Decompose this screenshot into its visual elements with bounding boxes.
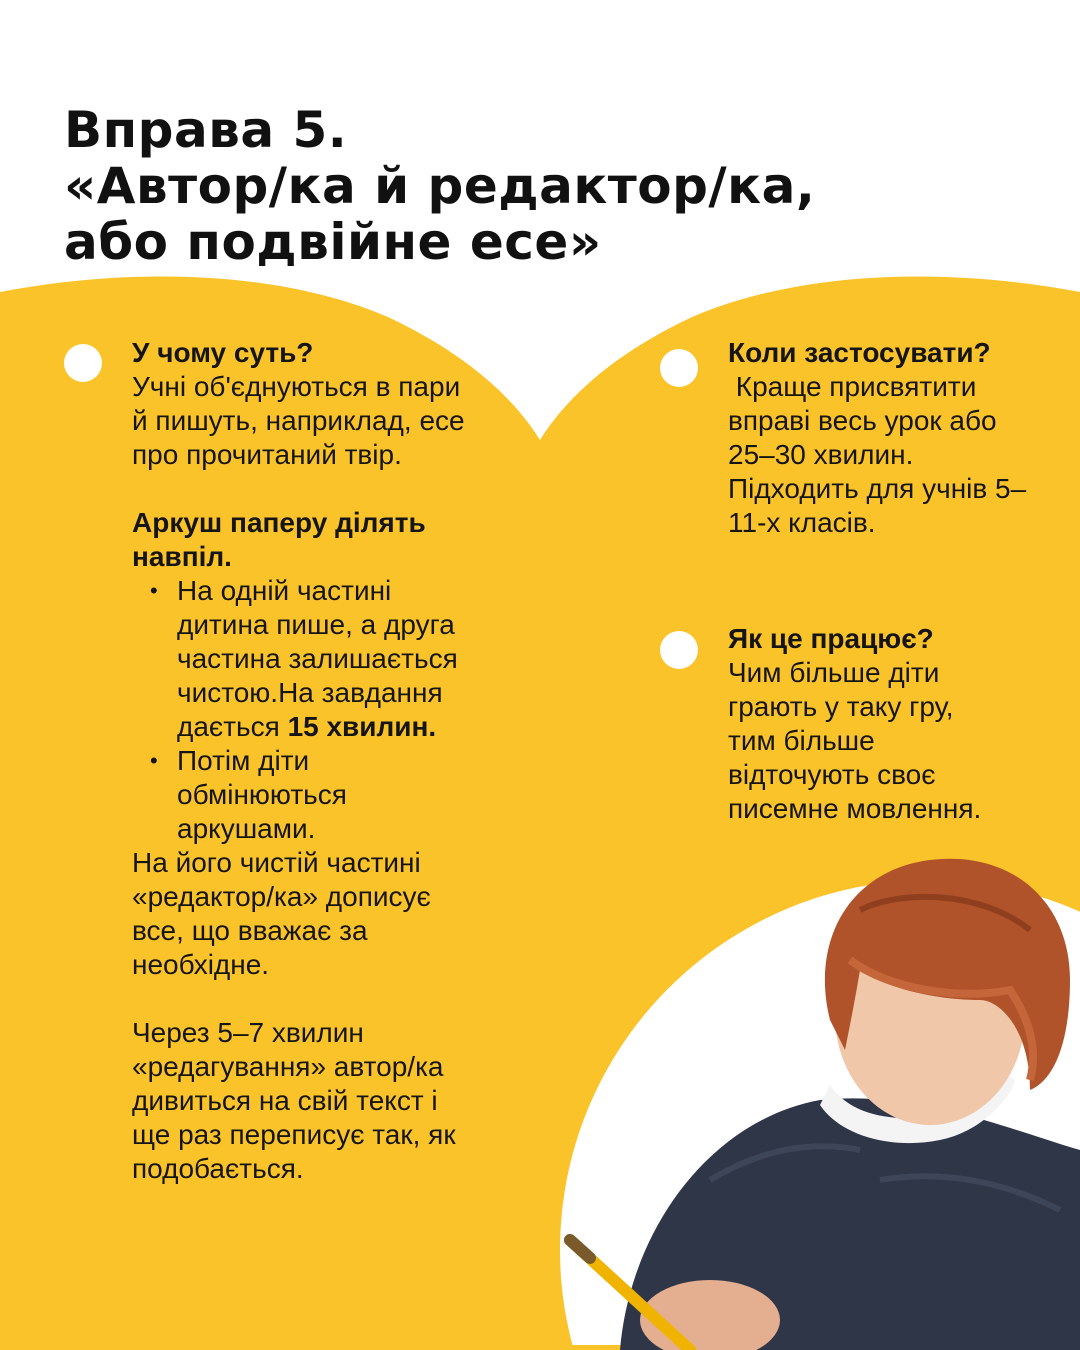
section-dot-essence: [64, 344, 102, 382]
title-line-1: Вправа 5.: [64, 101, 348, 159]
steps-list: [132, 574, 482, 846]
list-item: [177, 744, 482, 846]
title-line-3: або подвійне есе»: [64, 213, 602, 271]
page-title: [64, 102, 1044, 270]
how-heading: Як це працює?: [728, 623, 934, 654]
essence-text: Учні об'єднуються в пари й пишуть, наприклад, есе про прочитаний твір.: [132, 371, 465, 470]
when-section: [728, 336, 1048, 540]
left-column: [132, 336, 482, 1186]
essence-heading: У чому суть?: [132, 337, 314, 368]
bullet1-text: На одній частині дитина пише, а друга частина залишається чистою.На завдання дається: [177, 575, 458, 742]
when-text: Краще присвятити вправі весь урок або 25–30 хвилин. Підходить для учнів 5–11-х класів.: [728, 371, 1027, 538]
when-heading: Коли застосувати?: [728, 337, 991, 368]
bullet1-bold: 15 хвилин.: [287, 711, 437, 742]
after-text: Через 5–7 хвилин «редагування» автор/ка дивиться на свій текст і ще раз переписує так, як подобається.: [132, 1017, 456, 1184]
section-dot-when: [660, 349, 698, 387]
paper-heading: Аркуш паперу ділять навпіл.: [132, 507, 426, 572]
bullet2-text: Потім діти обмінюються аркушами.: [177, 745, 347, 844]
how-section: [728, 622, 998, 826]
list-item: [177, 574, 482, 744]
boy-writing-photo: [560, 850, 1080, 1350]
editor-text: На його чистій частині «редактор/ка» дописує все, що вважає за необхідне.: [132, 847, 431, 980]
title-line-2: «Автор/ка й редактор/ка,: [64, 157, 816, 215]
section-dot-how: [660, 631, 698, 669]
how-text: Чим більше діти грають у таку гру, тим більше відточують своє писемне мовлення.: [728, 657, 982, 824]
